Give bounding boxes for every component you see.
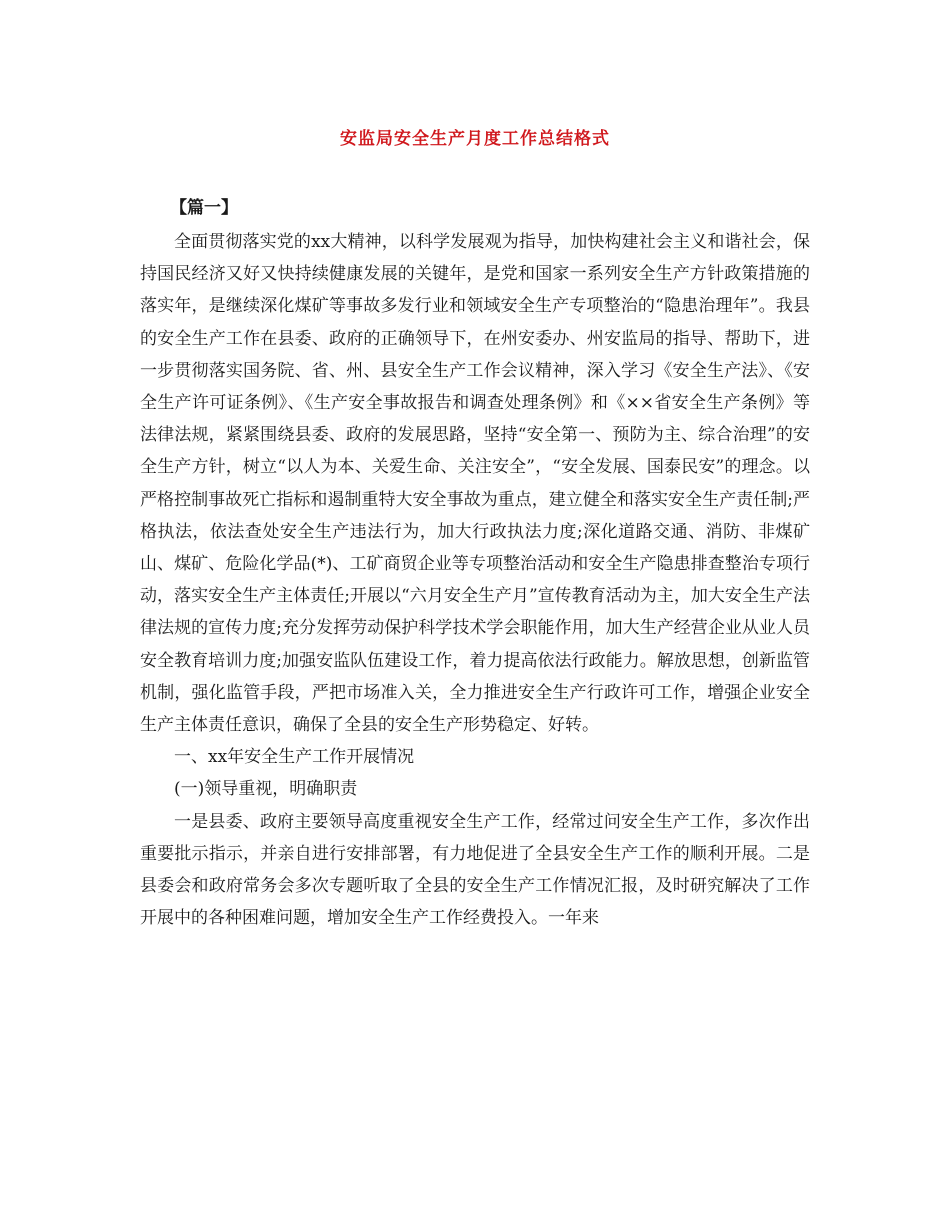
paragraph-leadership: 一是县委、政府主要领导高度重视安全生产工作，经常过问安全生产工作，多次作出重要批示指示，并亲自进行安排部署，有力地促进了全县安全生产工作的顺利开展。二是县委会和政府常务会多次专题听取了全县的安全生产工作情况汇报，及时研究解决了工作开展中的各种困难问题，增加安全生产工作经费投入。一年来	[140, 811, 810, 929]
document-body	[140, 226, 810, 934]
document-title: 安监局安全生产月度工作总结格式	[340, 129, 610, 149]
paragraph-intro: 全面贯彻落实党的xx大精神，以科学发展观为指导，加快构建社会主义和谐社会，保持国民经济又好又快持续健康发展的关键年，是党和国家一系列安全生产方针政策措施的落实年，是继续深化煤矿等事故多发行业和领域安全生产专项整治的“隐患治理年”。我县的安全生产工作在县委、政府的正确领导下，在州安委办、州安监局的指导、帮助下，进一步贯彻落实国务院、省、州、县安全生产工作会议精神，深入学习《安全生产法》、《安全生产许可证条例》、《生产安全事故报告和调查处理条例》和《××省安全生产条例》等法律法规，紧紧围绕县委、政府的发展思路，坚持“安全第一、预防为主、综合治理”的安全生产方针，树立“以人为本、关爱生命、关注安全”，“安全发展、国泰民安”的理念。以严格控制事故死亡指标和遏制重特大安全事故为重点，建立健全和落实安全生产责任制;严格执法，依法查处安全生产违法行为，加大行政执法力度;深化道路交通、消防、非煤矿山、煤矿、危险化学品(*)、工矿商贸企业等专项整治活动和安全生产隐患排查整治专项行动，落实安全生产主体责任;开展以“六月安全生产月”宣传教育活动为主，加大安全生产法律法规的宣传力度;充分发挥劳动保护科学技术学会职能作用，加大生产经营企业从业人员安全教育培训力度;加强安监队伍建设工作，着力提高依法行政能力。解放思想，创新监管机制，强化监管手段，严把市场准入关，全力推进安全生产行政许可工作，增强企业安全生产主体责任意识，确保了全县的安全生产形势稳定、好转。	[140, 232, 810, 736]
heading-subsection-one: (一)领导重视，明确职责	[174, 779, 358, 800]
section-marker: 【篇一】	[170, 198, 238, 218]
heading-section-one: 一、xx年安全生产工作开展情况	[174, 747, 415, 768]
